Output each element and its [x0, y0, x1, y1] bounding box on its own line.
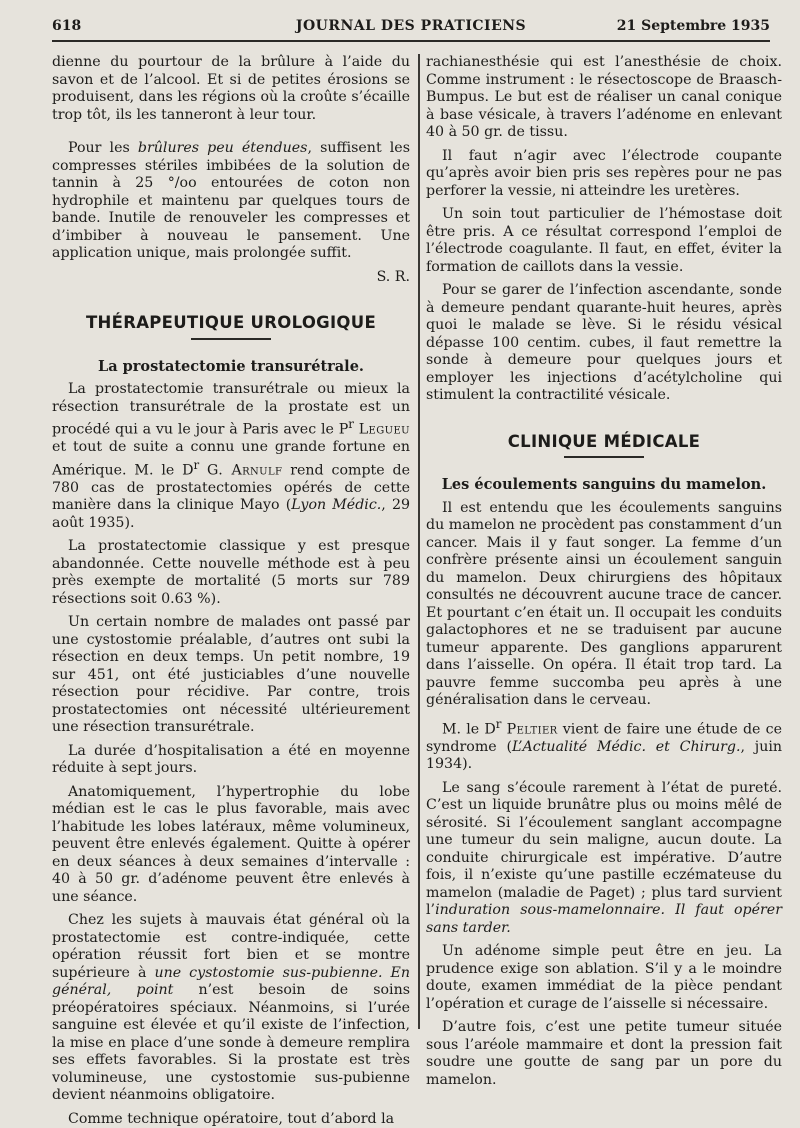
- paragraph: Chez les sujets à mauvais état général où la prostatectomie est contre-indiquée, cette opération réussit fort bien et se montre supérieure à une cystostomie sus-pubienne. En général, point n’est besoin de soins préopératoires spéciaux. Néanmoins, si l’urée sanguine est élevée et qu’il existe de l’infection, la mise en place d’une sonde à demeure remplira ses effets favorables. Si la prostate est très volumineuse, une cystostomie sus-pubienne devient néanmoins obligatoire.: [52, 912, 411, 1104]
- page-header: [52, 14, 770, 42]
- paragraph: Un soin tout particulier de l’hémostase doit être pris. A ce résultat correspond l’emploi de l’électrode coagulante. Il faut, en effet, éviter la formation de caillots dans la vessie.: [426, 206, 782, 275]
- paragraph: La durée d’hospitalisation a été en moyenne réduite à sept jours.: [52, 742, 410, 777]
- section-title-clinical: CLINIQUE MÉDICALE: [507, 431, 701, 451]
- page-number: 618: [52, 18, 82, 34]
- paragraph: Anatomiquement, l’hypertrophie du lobe médian est le cas le plus favorable, mais avec l’habitude les lobes latéraux, même volumineux, peuvent être enlevés également. Quitte à opérer en deux séances à deux semaines d’intervalle : 40 à 50 gr. d’adénome peuvent être enlevés à une séance.: [52, 783, 410, 905]
- paragraph: La prostatectomie transurétrale ou mieux la résection transurétrale de la prostate est un procédé qui a vu le jour à Paris avec le $P^r$ Legueu et tout de suite a connu une grande fortune en Amérique. M. le $D^r$ G. Arnulf rend compte de 780 cas de prostatectomies opérés de cette manière dans la clinique Mayo (Lyon Médic., 29 août 1935).: [52, 381, 410, 531]
- journal-title: JOURNAL DES PRATICIENS: [295, 18, 527, 34]
- paragraph: Le sang s’écoule rarement à l’état de pureté. C’est un liquide brunâtre plus ou moins mêlé de sérosité. Si l’écoulement sanglant accompagne une tumeur du sein maligne, aucun doute. La conduite chirurgicale est impérative. D’autre fois, il n’existe qu’une pastille eczémateuse du mamelon (maladie de Paget) ; plus tard survient l’induration sous-mamelonnaire. Il faut opérer sans tarder.: [426, 779, 782, 936]
- paragraph: Il faut n’agir avec l’électrode coupante qu’après avoir bien pris ses repères pour ne pas perforer la vessie, ni atteindre les uretères.: [426, 147, 782, 199]
- paragraph: D’autre fois, c’est une petite tumeur située sous l’aréole mammaire et dont la pression fait soudre une goutte de sang par un pore du mamelon.: [426, 1019, 782, 1088]
- article-title: Les écoulements sanguins du mamelon.: [441, 476, 767, 493]
- paragraph: La prostatectomie classique y est presque abandonnée. Cette nouvelle méthode est à peu près exempte de mortalité (5 morts sur 789 résections soit 0.63 %).: [52, 538, 410, 607]
- paragraph: M. le $D^r$ Peltier vient de faire une étude de ce syndrome (L’Actualité Médic. et Chirurg., juin 1934).: [426, 716, 783, 773]
- paragraph: Comme technique opératoire, tout d’abord la: [68, 1110, 395, 1127]
- right-column: [426, 54, 783, 1088]
- section-rule: [564, 456, 644, 458]
- paragraph: rachianesthésie qui est l’anesthésie de choix. Comme instrument : le résectoscope de Braasch-Bumpus. Le but est de réaliser un canal conique à base vésicale, à travers l’adénome en enlevant 40 à 50 gr. de tissu.: [426, 54, 782, 140]
- paragraph: Un certain nombre de malades ont passé par une cystostomie préalable, d’autres ont subi la résection en deux temps. Un petit nombre, 19 sur 451, ont été justiciables d’une nouvelle résection pour récidive. Par contre, trois prostatectomies ont nécessité ultérieurement une résection transurétrale.: [52, 614, 410, 736]
- issue-date: 21 Septembre 1935: [616, 18, 770, 34]
- signature: S. R.: [376, 268, 410, 285]
- column-divider: [418, 54, 420, 1029]
- left-column: [52, 54, 411, 1127]
- article-title: La prostatectomie transurétrale.: [98, 357, 364, 375]
- section-rule: [191, 338, 271, 340]
- section-title-urology: THÉRAPEUTIQUE UROLOGIQUE: [85, 313, 377, 332]
- signature-line: [52, 269, 410, 287]
- paragraph: dienne du pourtour de la brûlure à l’aide du savon et de l’alcool. Et si de petites érosions se produisent, dans les régions où la croûte s’écaille trop tôt, ils les tanneront à leur tour.: [52, 54, 410, 123]
- paragraph: Il est entendu que les écoulements sanguins du mamelon ne procèdent pas constamment d’un cancer. Mais il y faut songer. La femme d’un confrère présente ainsi un écoulement sanguin du mamelon. Deux chirurgiens des hôpitaux consultés ne découvrent aucune trace de cancer. Et pourtant c’en était un. Il occupait les conduits galactophores et ne se traduisent par aucune tumeur apparente. Des ganglions apparurent dans l’aisselle. On opéra. Il était trop tard. La pauvre femme succomba peu après à une généralisation dans le cerveau.: [426, 499, 782, 708]
- paragraph: Un adénome simple peut être en jeu. La prudence exige son ablation. S’il y a le moindre doute, examen immédiat de la pièce pendant l’opération et curage de l’aisselle si nécessaire.: [426, 943, 782, 1012]
- paragraph: Pour les brûlures peu étendues, suffisent les compresses stériles imbibées de la solution de tannin à 25 °/oo entourées de coton non hydrophile et maintenu par quelques tours de bande. Inutile de renouveler les compresses et d’imbiber à nouveau le pansement. Une application unique, mais prolongée suffit.: [52, 140, 410, 261]
- paragraph: Pour se garer de l’infection ascendante, sonde à demeure pendant quarante-huit heures, après quoi le malade se lève. Si le résidu vésical dépasse 100 centim. cubes, il faut remettre la sonde à demeure pour quelques jours et employer les injections d’acétylcholine qui stimulent la contractilité vésicale.: [426, 282, 782, 403]
